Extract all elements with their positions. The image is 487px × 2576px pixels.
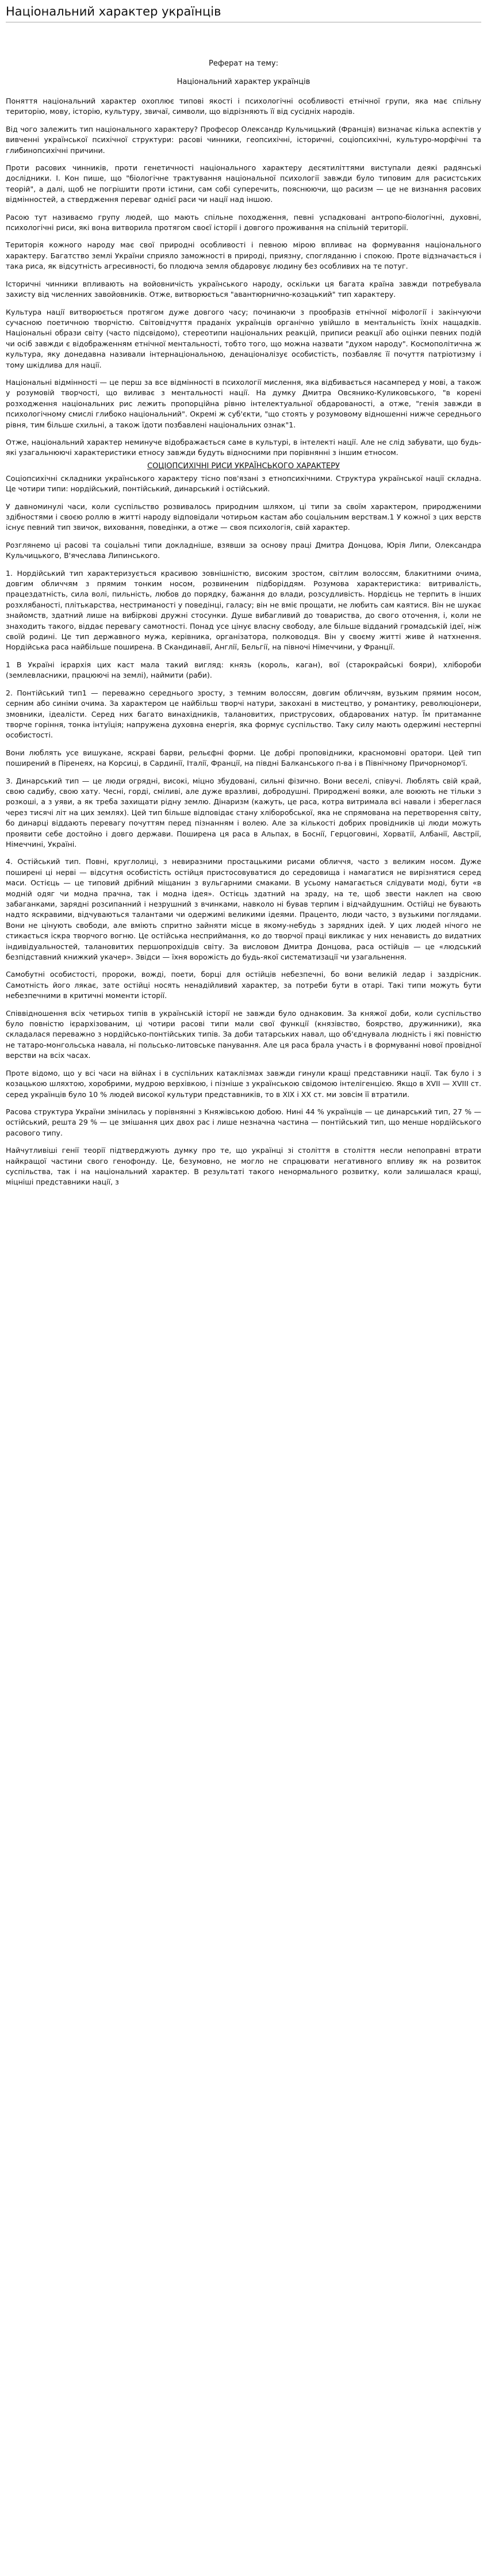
paragraph: 3. Динарський тип — це люди огрядні, високі, міцно збудовані, сильні фізично. Вони веселі, співучі. Люблять свій край, свою садибу, свою хату. Чесні, горді, сміливі, але дуже вразливі, добродушні. Природжені вояки, але воюють не тільки з розкоші, а з уяви, а як треба захищати рідну землю. Дінаризм (кажуть, це раса, котра витримала всі навали і збереглася через тисячі літ на цих землях). Цей тип більше відповідає стану хліборобської, яка не спрямована на перетворення світу, бо динарці віддають перевагу почуттям перед пізнанням і волею. Але за кількості добрих провідників ці люди можуть проявити себе достойно і довго держави. Поширена ця раса в Альпах, в Боснії, Герцоговині, Хорватії, Албанії, Австрії, Німеччині, Україні. <box>6 776 481 849</box>
paragraph: 2. Понтійський тип1 — переважно середнього зросту, з темним волоссям, довгим обличчям, вузьким прямим носом, серним або синіми очима. За характером це найбільш творчі натури, закохані в мистецтво, у романтику, революціонери, змовники, ідеалісти. Серед них багато винахідників, талановитих, приструсових, обдарованих натур. Їм притаманне творче горіння, тонка інтуїція; напружена духовна енергія, яка формує суспільство. Таку силу мають одержимі нестерпні особистості. <box>6 688 481 740</box>
paragraph: Розглянемо ці расові та соціальні типи докладніше, взявши за основу праці Дмитра Донцова, Юрія Липи, Олександра Кульчицького, В'ячеслава Липинського. <box>6 540 481 560</box>
paragraph: Вони люблять усе вишукане, яскраві барви, рельєфні форми. Це добрі проповідники, красномовні оратори. Цей тип поширений в Піренеях, на Корсиці, в Сардинії, Італії, Франції, на півдні Балканського п-ва і в Північному Причорномор'ї. <box>6 748 481 768</box>
paragraph: Співвідношення всіх четирьох типів в українській історії не завжди було однаковим. За княжої доби, коли суспільство було повністю ієрархізованим, ці чотири расові типи мали свої функції (князівство, боярство, дружинники), яка складалася переважно з нордійсько-понтійських типів. За доби татарських навал, що об'єднувала людність і які повністю не татаро-монгольська навала, ні польсько-литовське панування. Але ця раса брала участь і в формуванні нової провідної верстви на всіх часах. <box>6 1008 481 1060</box>
paragraph: 1 В Україні ієрархія цих каст мала такий вигляд: князь (король, каган), вої (старокрайські бояри), хлібороби (землевласники, працюючі на землі), наймити (раби). <box>6 660 481 680</box>
paragraph: 1. Нордійський тип характеризується красивою зовнішністю, високим зростом, світлим волоссям, блакитними очима, довгим обличчям з прямим тонким носом, розвиненим підборіддям. Розумова характеристика: витривалість, працездатність, сила волі, пильність, любов до порядку, бажання до влади, розсудливість. Нордієць не терпить в інших розхлябаності, плітькарства, нестриманості у поведінці, галасу; він не вміє прощати, не любить сам каятися. Він не шукає знайомств, здатний лише на вибіркові дружні стосунки. Душе вибагливий до товариства, до свого оточення, і, коли не знаходить такого, віддає перевагу самотності. Понад усе цінує власну свободу, але більше відданий громадській ідеї, ніж своїй родині. Це тип державного мужа, керівника, організатора, полководця. Він у своєму житті живе й натхнення. Нордійська раса найбільше поширена. В Скандинавії, Англії, Бельгії, на півночі Німеччини, у Франції. <box>6 568 481 652</box>
paragraph: Територія кожного народу має свої природні особливості і певною мірою впливає на формування національного характеру. Багатство землі України сприяло заможності в природі, приязну, спогляданню і спокою. Проте відзначається і така риса, як відсутність агресивності, бо плодюча земля обдаровує людину без особливих на те потуг. <box>6 240 481 271</box>
paragraph: У давноминулі часи, коли суспільство розвивалось природним шляхом, ці типи за своїм характером, природженими здібностями і своєю роллю в житті народу відповідали чотирьом кастам або соціальним верствам.1 У кожної з цих верств існує певний тип звичок, виховання, поведінки, а отже — своя психологія, свій характер. <box>6 502 481 532</box>
paragraph: Культура нації витворюється протягом дуже довгого часу; починаючи з прообразів етнічної міфології і закінчуючи сучасною поетичною творчістю. Світовідчуття праданіх українців органічно увійшло в ментальність їхніх нащадків. Національні образи світу (часто підсвідомо), стереотипи національних реакцій, приписи реакції або оцінки певних подій чи осіб завжди є відображенням етнічної ментальності, тобто того, що можна назвати "духом народу". Космополітична ж культура, яку донедавна називали інтернаціональною, денаціоналізує особистість, позбавляє її почуття патріотизму і тому шкідлива для нації. <box>6 307 481 369</box>
characteristics-section <box>6 473 481 1188</box>
paragraph: 4. Остійський тип. Повні, круглолиці, з невиразними простацькими рисами обличчя, часто з великим носом. Дуже поширені ці нерві — відсутня особистість остійця пристосовуватися до середовища і намагатися не вирізнятися серед маси. Остієць — це типовий дрібний міщанин з вульгарними смаками. В усьому намагається слідувати моді, бути «в модній одяг чи модна прачна, так і модна ідея». Остієць здатний на зраду, на те, щоб звести наклеп на свою забаганками, зарядні розсипанний і незрушний з вчинками, навколо ні бував терпим і відчайдушним. Остійці не бувають надто яскравими, відчуваються талантами чи одержимі великими ідеями. Праценто, люди часто, з вузькими поглядами. Вони не цінують свободи, але вміють спритно зайняти місце в якому-небудь з зарядних ідей. У цих людей нічого не стикається іскра творчого вогню. Це остійська несприймання, ко до творчої праці викликає у них ненависть до видатних індивідуальностей, талановитих першопрохідців світу. За висловом Дмитра Донцова, раса остійців — це «людський безпідставний книжкий укачер». Звідси — їхня ворожість до будь-якої систематизації чи узагальнення. <box>6 857 481 962</box>
page <box>0 0 487 1202</box>
intro-section <box>6 96 481 458</box>
paragraph: Проте відомо, що у всі часи на війнах і в суспільних катаклізмах завжди гинули кращі представники нації. Так було і з козацькою шляхтою, хоробрими, мудрою верхівкою, і пізніше з українською свідомою інтелігенцією. Якщо в XVII — XVIII ст. серед українців було 10 % людей високої культури представників, то в XIX і XX ст. ми зовсім її втратили. <box>6 1068 481 1099</box>
paragraph: Національні відмінності — це перш за все відмінності в психології мислення, яка відбивається насамперед у мові, а також у розумовій творчості, що виливає з ментальності нації. На думку Дмитра Овсянико-Куликовського, "в корені розходження національних рис лежить пропорційна рівню інтелектуальної обдарованості, а отже, "генія завжди в психологічному смислі глибоко національний". Окремі ж суб'єкти, "що стоять у розумовому відношенні нижче середнього рівня, тим більше схильні, а також їдоти позбавлені національних ознак"1. <box>6 377 481 429</box>
paragraph: Расова структура України змінилась у порівнянні з Княжівською добою. Нині 44 % українців — це динарський тип, 27 % — остійський, решта 29 % — це змішання цих двох рас і лише незначна частина — понтійський тип, що менше нордійського расового типу. <box>6 1107 481 1137</box>
paragraph: Найчутливіші генії теорії підтверджують думку про те, що українці зі століття в століття несли непоправні втрати найкращої частини свого генофонду. Це, безумовно, не могло не спрацювати негативного впливу як на розвиток суспільства, так і на національний характер. В результаті такого ненормального розвитку, коли залишалася кращі, міцніші представники нації, з <box>6 1146 481 1187</box>
paragraph: Поняття національний характер охоплює типові якості і психологічні особливості етнічної групи, яка має спільну територію, мову, історію, культуру, звичаї, символи, що відрізняють її від сусідніх народів. <box>6 97 481 116</box>
paragraph: Історичні чинники впливають на войовничість українського народу, оскільки ця багата країна завжди потребувала захисту від численних завойовників. Отже, витворюється "авантюрнично-козацький" тип характеру. <box>6 279 481 299</box>
paragraph: Проти расових чинників, проти генетичності національного характеру десятиліттями виступали деякі радянські дослідники. І. Кон пише, що "біологічне трактування національної психології завжди було типовим для расистських теорій", а далі, щоб не погрішити проти істини, сам собі суперечить, пояснюючи, що расизм — це не визнання расових відмінностей, а ствердження переваг однієї раси чи нації над іншою. <box>6 163 481 204</box>
essay-topic: Національний характер українців <box>177 78 310 86</box>
paragraph: Соціопсихічні складники українського характеру тісно пов'язані з етнопсихічними. Структура української нації складна. Це чотири типи: нордійський, понтійський, динарський і остійський. <box>6 473 481 494</box>
paragraph: Самобутні особистості, пророки, вожді, поети, борці для остійців небезпечні, бо вони великій ледар і заздрісник. Самотність його лякає, зате остійці носять ненадійливий характер, за потреби бути в отарі. Такі типи можуть бути небезпечними в критичні моменти історії. <box>6 970 481 1000</box>
paragraph: Расою тут називаємо групу людей, що мають спільне походження, певні успадковані антропо-біологічні, духовні, психологічні риси, які вона витворила протягом своєї історії і довгого проживання на спільній території. <box>6 212 481 232</box>
paragraph: Отже, національний характер неминуче відображається саме в культурі, в інтелекті нації. Але не слід забувати, що будь-які узагальнюючі характеристики етносу завжди будуть відносними при порівнянні з іншим етносом. <box>6 437 481 457</box>
section-heading: СОЦІОПСИХІЧНІ РИСИ УКРАЇНСЬКОГО ХАРАКТЕРУ <box>147 461 340 471</box>
essay-label: Реферат на тему: <box>209 59 278 68</box>
page-title: Національний характер українців <box>6 5 221 18</box>
paragraph: Від чого залежить тип національного характеру? Професор Олександр Кульчицький (Франція) визначає кілька аспектів у вивченні української психічної структури: расові чинники, геопсихічні, історичні, соціопсихічні, культуро-морфічні та глибинопсихічні причини. <box>6 124 481 155</box>
